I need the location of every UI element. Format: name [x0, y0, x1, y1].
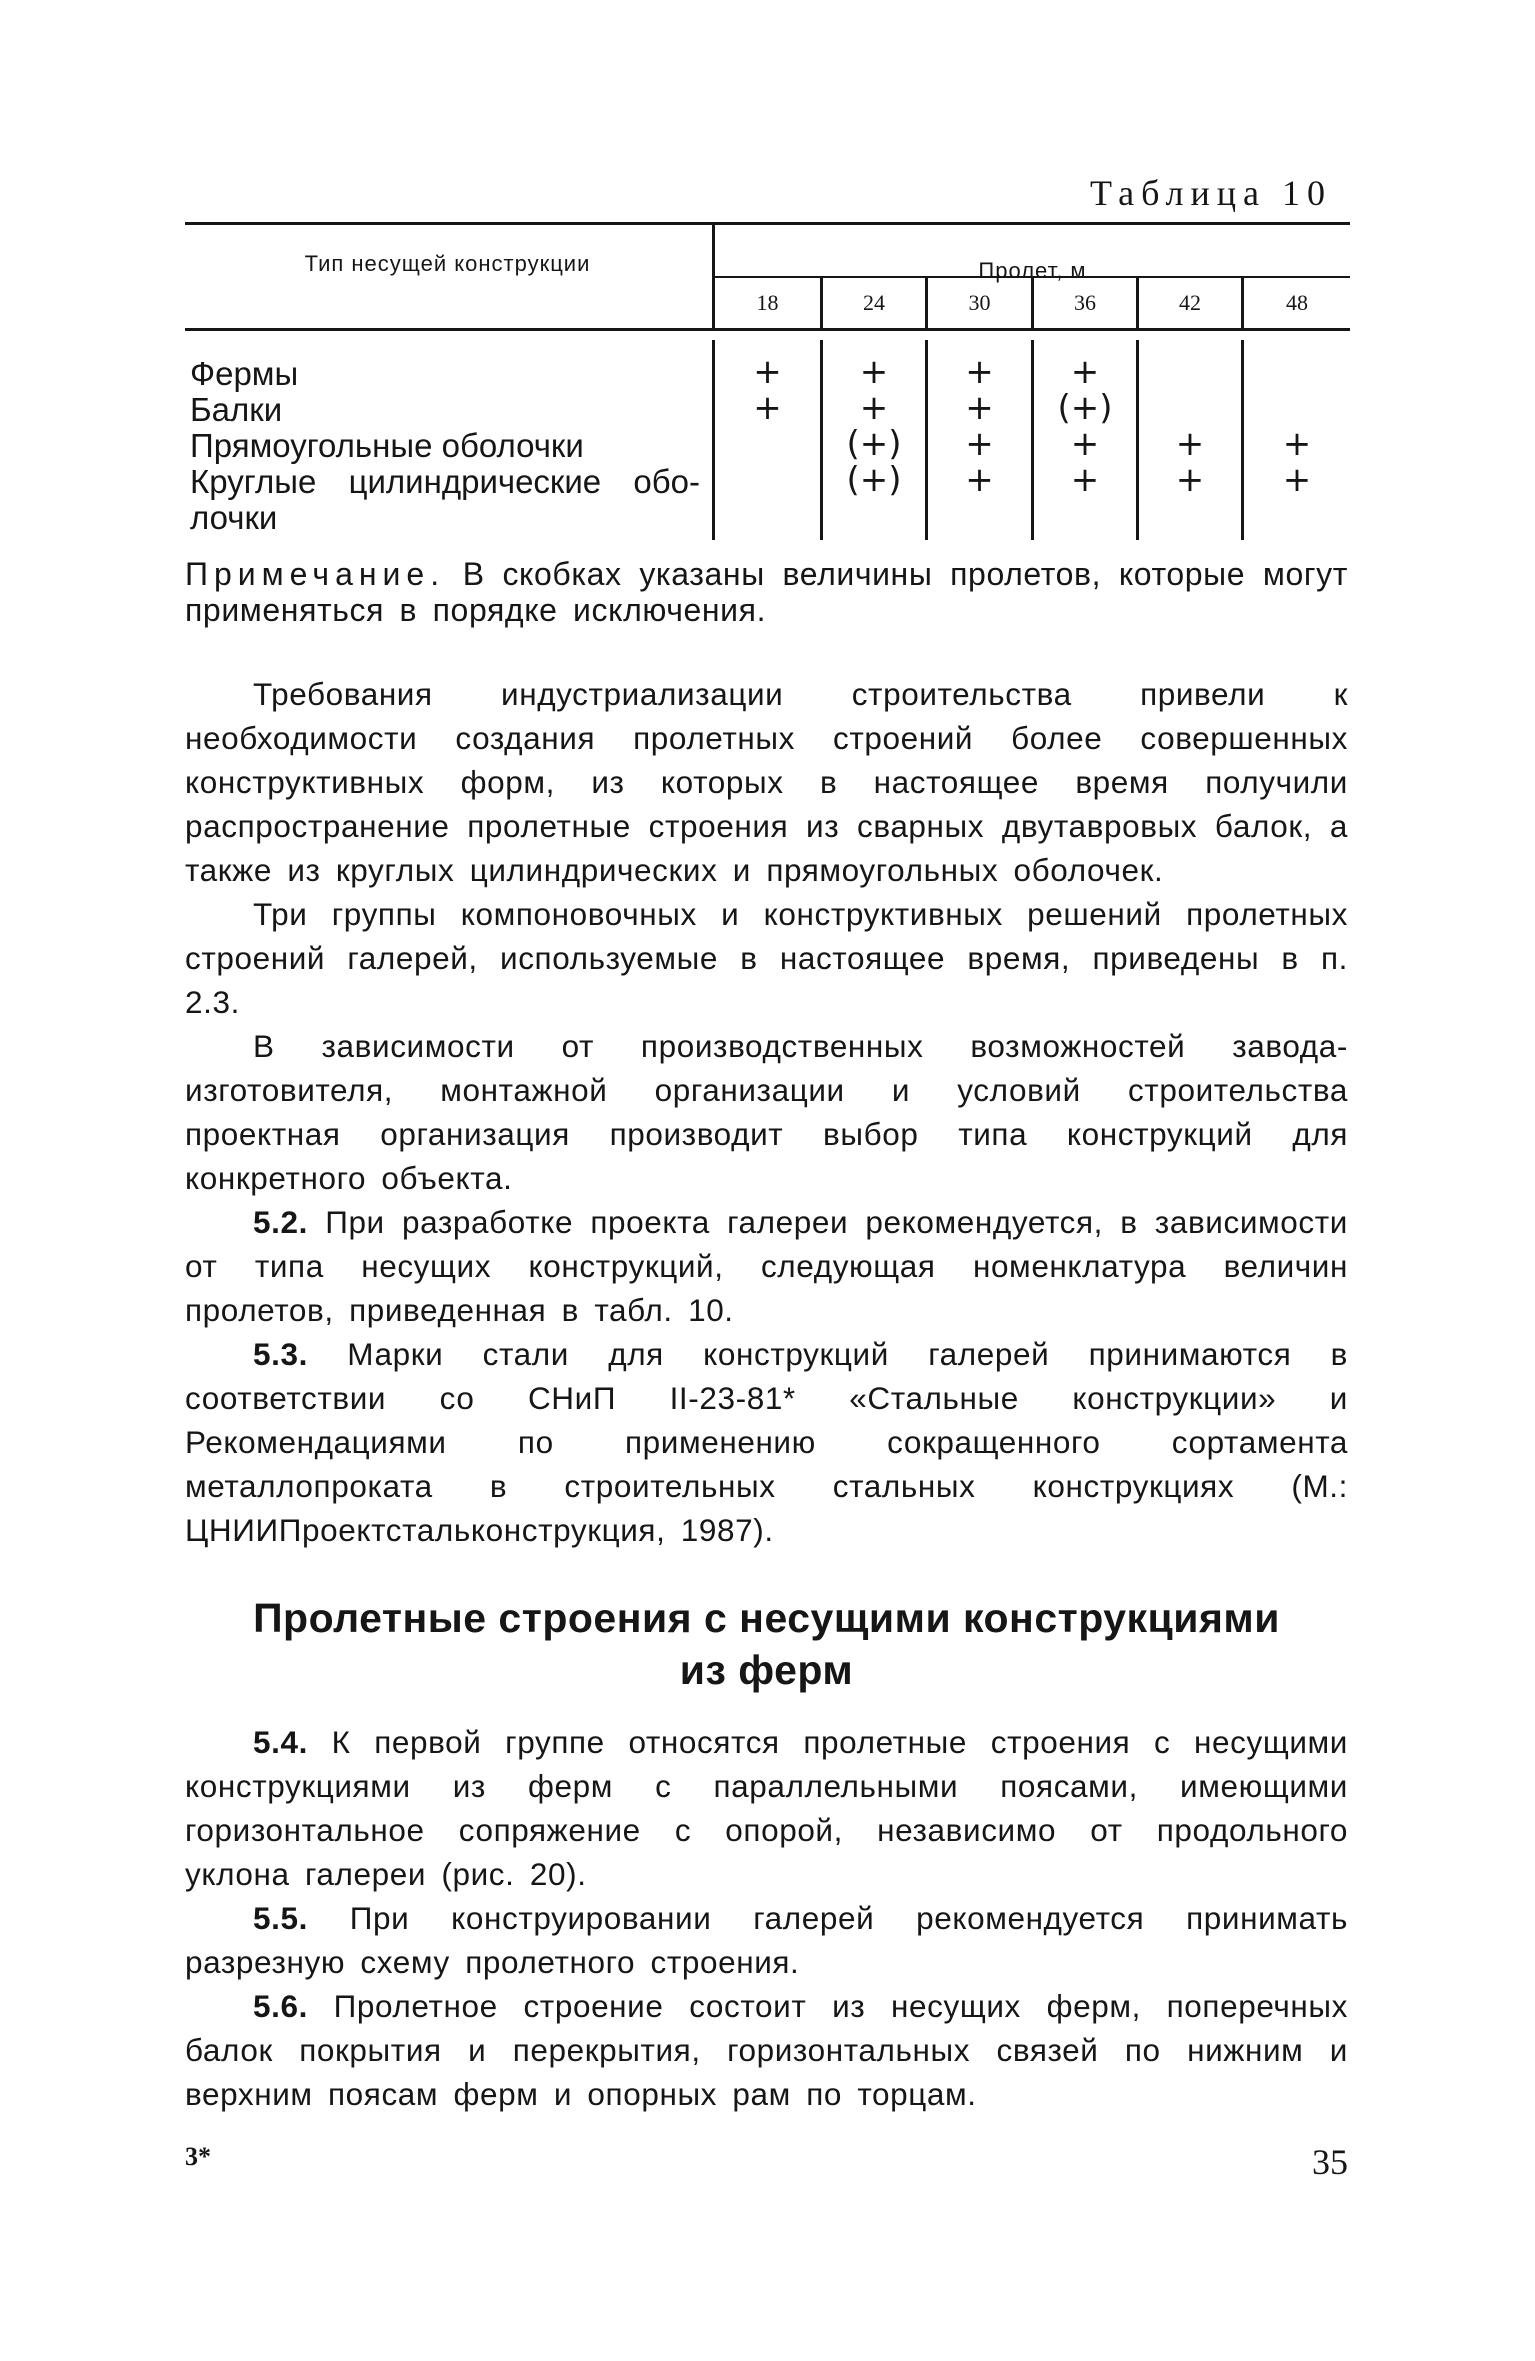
paragraph: [185, 1200, 1348, 1332]
table-cell: +: [1070, 352, 1100, 392]
table-cell: +: [1070, 460, 1100, 500]
table-cell: +: [859, 388, 889, 428]
paragraph-text: В зависимости от производственных возможностей завода-изготовителя, монтажной организации и условий строительства проектная организация производит выбор типа конструкций для конкретного объекта.: [185, 1028, 1348, 1196]
paragraph: [185, 1332, 1348, 1552]
paragraph-text: Марки стали для конструкций галерей принимаются в соответствии со СНиП II-23-81* «Стальные конструкции» и Рекомендациями по применению сокращенного сортамента металлопроката в строительных стальных конструкциях (М.: ЦНИИПроектстальконструкция, 1987).: [185, 1336, 1348, 1548]
paragraph-text: Пролетное строение состоит из несущих ферм, поперечных балок покрытия и перекрытия, горизонтальных связей по нижним и верхним поясам ферм и опорных рам по торцам.: [185, 1988, 1348, 2112]
paragraph-text: К первой группе относятся пролетные строения с несущими конструкциями из ферм с параллельными поясами, имеющими горизонтальное сопряжение с опорой, независимо от продольного уклона галереи (рис. 20).: [185, 1724, 1348, 1892]
table-cell: +: [965, 388, 994, 428]
table-cell: (+): [1057, 388, 1113, 428]
row-label: Круглые цилиндрические обо-: [190, 463, 700, 500]
row-label: Прямоугольные оболочки: [190, 427, 584, 464]
table-cell: +: [753, 388, 782, 428]
span-table: [185, 222, 1350, 540]
table-cell: +: [965, 352, 994, 392]
signature-mark: 3*: [185, 2142, 211, 2171]
paragraph-text: При разработке проекта галереи рекомендуется, в зависимости от типа несущих конструкций, следующая номенклатура величин пролетов, приведенная в табл. 10.: [185, 1204, 1348, 1328]
table-cell: +: [753, 352, 782, 392]
paragraph-text: Требования индустриализации строительства привели к необходимости создания пролетных строений более совершенных конструктивных форм, из которых в настоящее время получили распространение пролетные строения из сварных двутавровых балок, а также из круглых цилиндрических и прямоугольных оболочек.: [185, 676, 1348, 888]
section-heading: [185, 1592, 1348, 1696]
paragraph-number: 5.2.: [253, 1204, 308, 1240]
note-lead: Примечание.: [185, 556, 446, 592]
section-heading-line: Пролетные строения с несущими конструкциями: [253, 1595, 1280, 1641]
row-label: Балки: [190, 391, 283, 428]
paragraph-number: 5.5.: [253, 1900, 308, 1936]
paragraph-text: Три группы компоновочных и конструктивных решений пролетных строений галерей, используемые в настоящее время, приведены в п. 2.3.: [185, 896, 1348, 1020]
table-cell: +: [1175, 460, 1205, 500]
table-cell: +: [965, 424, 994, 464]
span-header: Пролет, м: [978, 258, 1087, 283]
table-cell: +: [1175, 424, 1205, 464]
table-cell: (+): [846, 424, 902, 464]
paragraph: [185, 1720, 1348, 1896]
paragraph-number: 5.6.: [253, 1988, 308, 2024]
table-header-bottom-rule: [185, 328, 1350, 331]
table-cell: +: [1070, 424, 1100, 464]
paragraph: [185, 672, 1348, 892]
table-cell: +: [1282, 424, 1312, 464]
row-label: лочки: [190, 499, 278, 536]
paragraph: [185, 1896, 1348, 1984]
table-note: [185, 556, 1348, 628]
column-header: 24: [863, 290, 885, 315]
table-cell: +: [859, 352, 889, 392]
paragraph: [185, 1024, 1348, 1200]
note-text: В скобках указаны величины пролетов, которые могут применяться в порядке исключения.: [185, 556, 1348, 628]
table-cell: (+): [846, 460, 902, 500]
table-caption: Таблица 10: [1090, 173, 1332, 213]
column-header: 36: [1074, 290, 1096, 315]
paragraph-number: 5.4.: [253, 1724, 308, 1760]
stub-header: [185, 250, 710, 278]
column-header: 48: [1286, 290, 1308, 315]
paragraph-number: 5.3.: [253, 1336, 308, 1372]
table-top-rule: [185, 222, 1350, 225]
paragraph: [185, 892, 1348, 1024]
row-label: Фермы: [190, 355, 299, 392]
paragraph: [185, 1984, 1348, 2116]
column-header: 18: [756, 290, 779, 315]
section-heading-line: из ферм: [679, 1647, 854, 1693]
paragraph-text: При конструировании галерей рекомендуется принимать разрезную схему пролетного строения.: [185, 1900, 1348, 1980]
page-number: 35: [1312, 2142, 1348, 2182]
table-cell: +: [1282, 460, 1312, 500]
table-cell: +: [965, 460, 994, 500]
column-header: 42: [1179, 290, 1201, 315]
stub-header-text: Тип несущей конструкции: [304, 251, 591, 276]
column-header: 30: [968, 290, 991, 315]
